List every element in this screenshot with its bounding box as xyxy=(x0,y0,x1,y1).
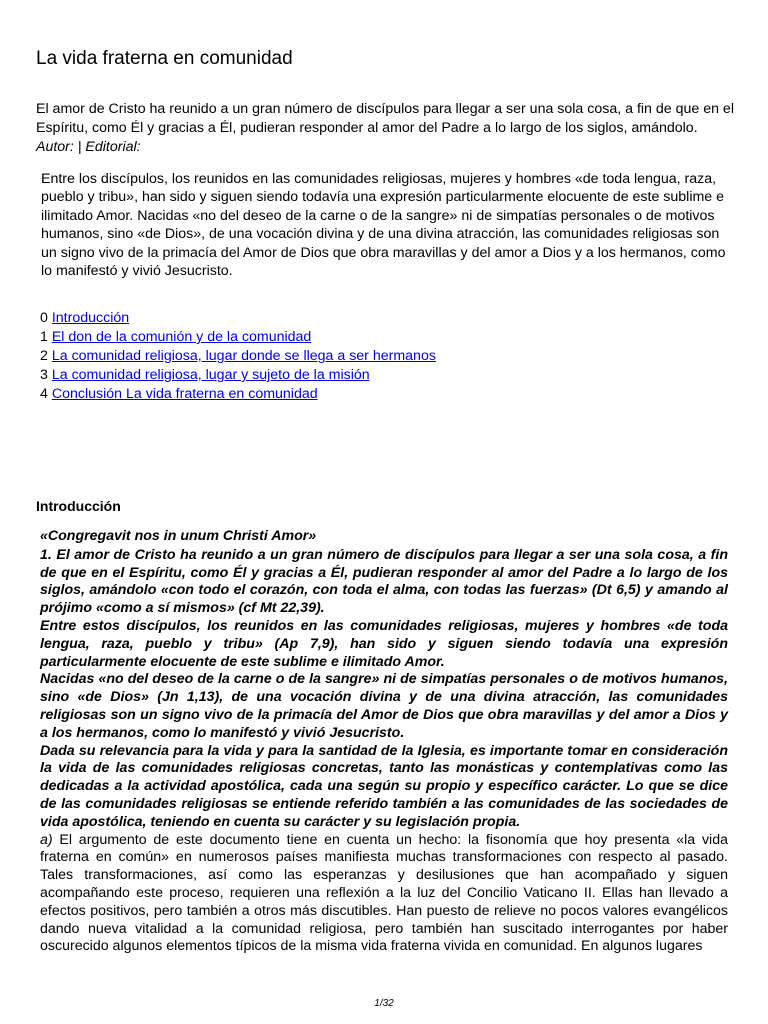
body-paragraph: Nacidas «no del deseo de la carne o de la sangre» ni de simpatías personales o de motivos humanos, sino «de Dios» (Jn 1,13), de una vocación divina y de una divina atracción, las comunidades religiosas son un signo vivo de la primacía del Amor de Dios que obra maravillas y del amor a Dios y a los hermanos, como lo manifestó y vivió Jesucristo. xyxy=(40,671,728,741)
section-heading: Introducción xyxy=(36,498,121,514)
toc-item xyxy=(40,366,436,385)
page-number: 1/32 xyxy=(374,998,394,1009)
toc-item xyxy=(40,309,436,328)
toc-item xyxy=(40,328,436,347)
body-paragraph-a xyxy=(40,832,728,957)
toc-number: 3 xyxy=(40,367,48,383)
toc-number: 0 xyxy=(40,310,48,326)
body-paragraph: 1. El amor de Cristo ha reunido a un gran número de discípulos para llegar a ser una sola cosa, a fin de que en el Espíritu, como Él y gracias a Él, pudieran responder al amor del Padre a lo largo de los siglos, amándolo «con todo el corazón, con toda el alma, con todas las fuerzas» (Dt 6,5) y amando al prójimo «como a sí mismos» (cf Mt 22,39). xyxy=(40,546,728,617)
paragraph-text: El argumento de este documento tiene en cuenta un hecho: la fisonomía que hoy presenta «la vida fraterna en común» en numerosos países manifiesta muchas transformaciones con respecto al pasado. Tales transformaciones, así como las esperanzas y desilusiones que han acompañado y siguen acompañando este proceso, requieren una reflexión a la luz del Concilio Vaticano II. Ellas han llevado a efectos positivos, pero también a otros más discutibles. Han puesto de relieve no pocos valores evangélicos dando nueva vitalidad a la comunidad religiosa, pero también han suscitado interrogantes por haber oscurecido algunos elementos típicos de la misma vida fraterna vivida en comunidad. En algunos lugares xyxy=(40,831,728,955)
toc-link-conclusion[interactable]: Conclusión La vida fraterna en comunidad xyxy=(51,386,318,402)
body-paragraph: Entre estos discípulos, los reunidos en las comunidades religiosas, mujeres y hombres «de toda lengua, raza, pueblo y tribu» (Ap 7,9), han sido y siguen siendo todavía una expresión particularmente elocuente de este sublime e ilimitado Amor. xyxy=(40,617,728,670)
toc-item xyxy=(40,347,436,366)
toc-number: 2 xyxy=(40,348,48,364)
toc-link-introduccion[interactable]: Introducción xyxy=(51,310,130,326)
abstract-paragraph: Entre los discípulos, los reunidos en las comunidades religiosas, mujeres y hombres «de toda lengua, raza, pueblo y tribu», han sido y siguen siendo todavía una expresión particularmente elocuente de este sublime e ilimitado Amor. Nacidas «no del deseo de la carne o de la sangre» ni de simpatías personales o de motivos humanos, sino «de Dios», de una vocación divina y de una divina atracción, las comunidades religiosas son un signo vivo de la primacía del Amor de Dios que obra maravillas y del amor a Dios y a los hermanos, como lo manifestó y vivió Jesucristo. xyxy=(41,171,726,280)
author-editorial-line: Autor: | Editorial: xyxy=(36,139,141,155)
summary-text: El amor de Cristo ha reunido a un gran número de discípulos para llegar a ser una sola cosa, a fin de que en el Espíritu, como Él y gracias a Él, pudieran responder al amor del Padre a lo largo de los siglos, amándolo. xyxy=(36,101,734,136)
toc-link-lugar-mision[interactable]: La comunidad religiosa, lugar y sujeto de la misión xyxy=(51,367,370,383)
toc-link-don-comunion[interactable]: El don de la comunión y de la comunidad xyxy=(51,329,312,345)
table-of-contents xyxy=(40,309,436,404)
paragraph-marker: a) xyxy=(40,831,53,848)
toc-link-lugar-hermanos[interactable]: La comunidad religiosa, lugar donde se llega a ser hermanos xyxy=(51,348,436,364)
section-body xyxy=(40,528,728,956)
page-title: La vida fraterna en comunidad xyxy=(36,48,293,69)
toc-number: 4 xyxy=(40,386,48,402)
summary-paragraph xyxy=(36,100,736,157)
epigraph: «Congregavit nos in unum Christi Amor» xyxy=(40,528,317,544)
body-paragraph: Dada su relevancia para la vida y para la santidad de la Iglesia, es importante tomar en consideración la vida de las comunidades religiosas concretas, tanto las monásticas y contemplativas como las dedicadas a la actividad apostólica, cada una según su propio y específico carácter. Lo que se dice de las comunidades religiosas se entiende referido también a las comunidades de las sociedades de vida apostólica, teniendo en cuenta su carácter y su legislación propia. xyxy=(40,742,728,830)
toc-number: 1 xyxy=(40,329,48,345)
toc-item xyxy=(40,385,436,404)
